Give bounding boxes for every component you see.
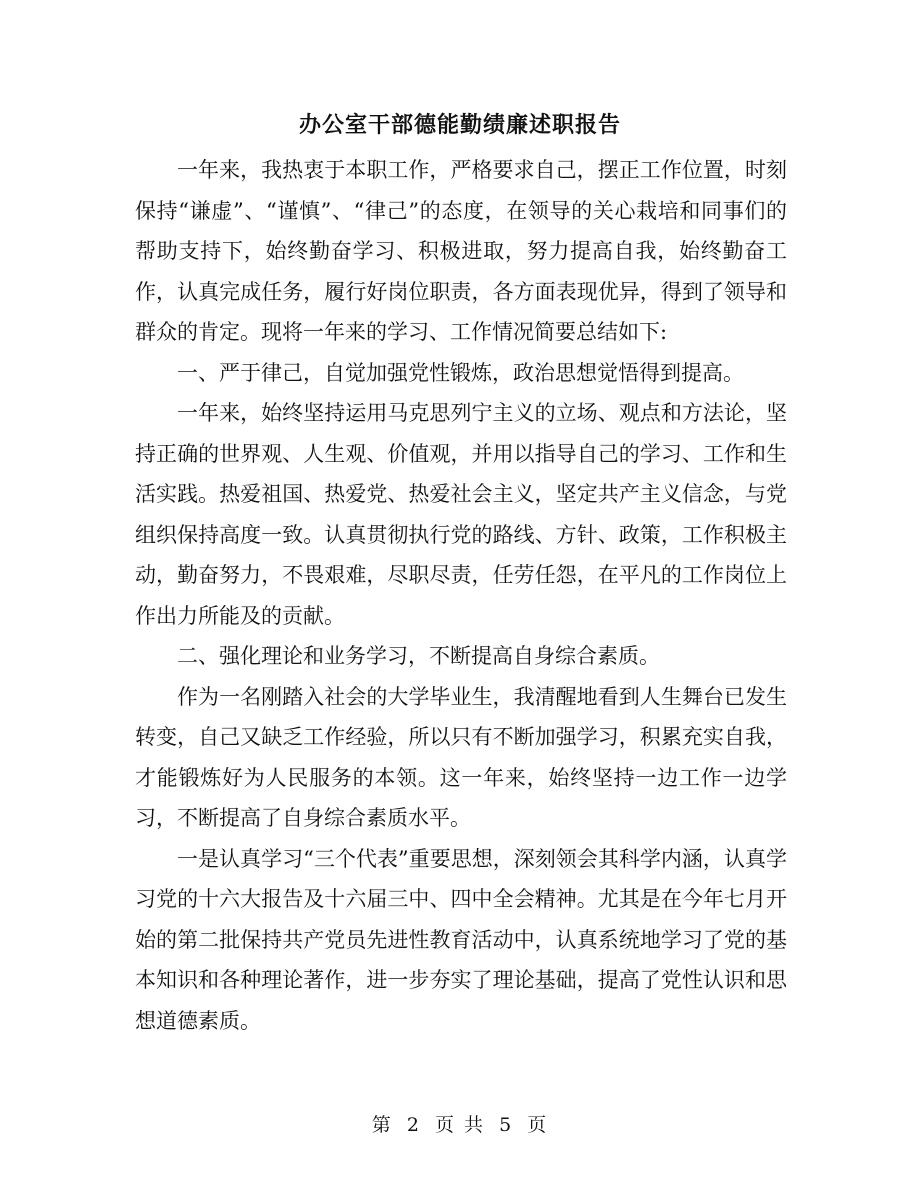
footer-suffix: 页	[527, 1114, 549, 1136]
current-page-number: 2	[406, 1114, 421, 1136]
paragraph-section-2-detail: 一是认真学习“三个代表”重要思想，深刻领会其科学内涵，认真学习党的十六大报告及十六届三中、四中全会精神。尤其是在今年七月开始的第二批保持共产党员先进性教育活动中，认真系统地学习了党的基本知识和各种理论著作，进一步夯实了理论基础，提高了党性认识和思想道德素质。	[135, 846, 787, 1033]
paragraph-heading-1: 一、严于律己，自觉加强党性锻炼，政治思想觉悟得到提高。	[177, 360, 744, 385]
document-title: 办公室干部德能勤绩廉述职报告	[298, 112, 621, 138]
total-pages-number: 5	[499, 1114, 514, 1136]
paragraph-heading-2: 二、强化理论和业务学习，不断提高自身综合素质。	[177, 644, 660, 668]
document-body	[135, 150, 787, 1041]
footer-middle: 页 共	[434, 1114, 486, 1136]
paragraph-intro: 一年来，我热衷于本职工作，严格要求自己，摆正工作位置，时刻保持“谦虚”、“谨慎”、“律己”的态度，在领导的关心栽培和同事们的帮助支持下，始终勤奋学习、积极进取，努力提高自我，始终勤奋工作，认真完成任务，履行好岗位职责，各方面表现优异，得到了领导和群众的肯定。现将一年来的学习、工作情况简要总结如下:	[135, 158, 787, 344]
footer-prefix: 第	[371, 1114, 393, 1136]
page-footer	[0, 1110, 920, 1137]
paragraph-section-1: 一年来，始终坚持运用马克思列宁主义的立场、观点和方法论，坚持正确的世界观、人生观、价值观，并用以指导自己的学习、工作和生活实践。热爱祖国、热爱党、热爱社会主义，坚定共产主义信念，与党组织保持高度一致。认真贯彻执行党的路线、方针、政策，工作积极主动，勤奋努力，不畏艰难，尽职尽责，任劳任怨，在平凡的工作岗位上作出力所能及的贡献。	[135, 401, 787, 628]
paragraph-section-2: 作为一名刚踏入社会的大学毕业生，我清醒地看到人生舞台已发生转变，自己又缺乏工作经验，所以只有不断加强学习，积累充实自我，才能锻炼好为人民服务的本领。这一年来，始终坚持一边工作一边学习，不断提高了自身综合素质水平。	[135, 684, 787, 830]
